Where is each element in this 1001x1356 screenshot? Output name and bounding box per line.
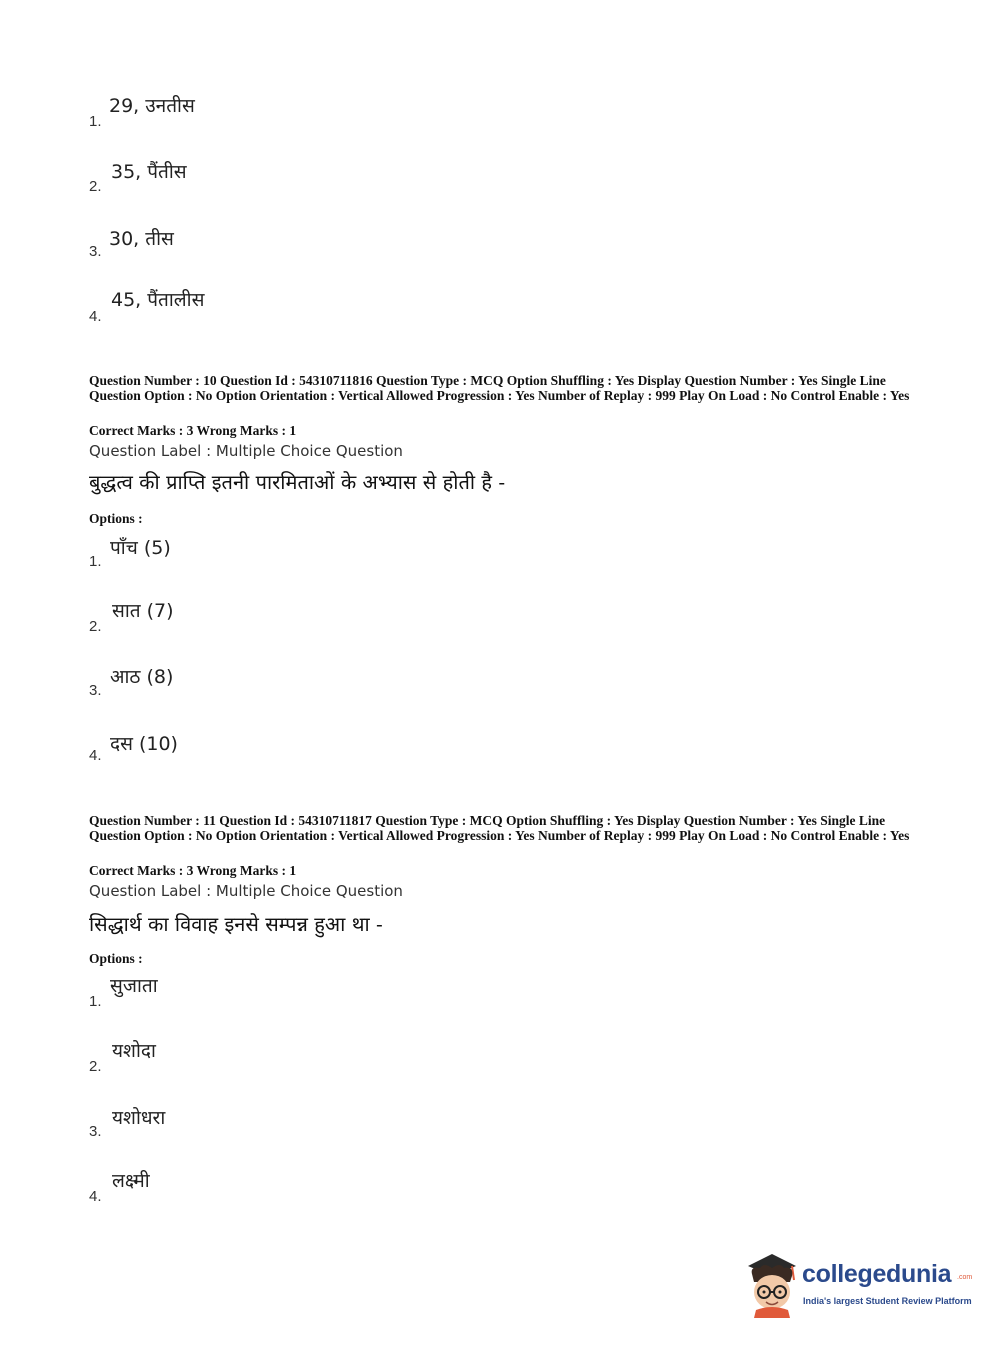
option-text: 35, पैंतीस bbox=[111, 161, 187, 183]
options-heading: Options : bbox=[89, 511, 143, 526]
option-text: सात (7) bbox=[112, 600, 174, 622]
option-number: 1. bbox=[89, 993, 102, 1010]
logo-name: collegedunia bbox=[802, 1260, 952, 1288]
question-text: बुद्धत्व की प्राप्ति इतनी पारमिताओं के अभ्यास से होती है - bbox=[89, 470, 506, 494]
question-meta: Question Number : 11 Question Id : 54310711817 Question Type : MCQ Option Shuffling : Yes Display Question Number : Yes Single Line Question Option : No Option Orientation : Vertical Allowed Progression : Yes Number of Replay : 999 Play On Load : No Control Enable : Yes bbox=[89, 813, 910, 843]
option-text: पाँच (5) bbox=[110, 537, 171, 559]
mascot-icon bbox=[742, 1252, 802, 1318]
option-text: 29, उनतीस bbox=[109, 95, 195, 117]
question-meta: Question Number : 10 Question Id : 54310711816 Question Type : MCQ Option Shuffling : Yes Display Question Number : Yes Single Line Question Option : No Option Orientation : Vertical Allowed Progression : Yes Number of Replay : 999 Play On Load : No Control Enable : Yes bbox=[89, 373, 910, 403]
option-text: यशोदा bbox=[112, 1040, 156, 1062]
logo-suffix: .com bbox=[957, 1274, 973, 1281]
option-number: 1. bbox=[89, 553, 102, 570]
option-number: 3. bbox=[89, 1123, 102, 1140]
option-text: 30, तीस bbox=[109, 228, 174, 250]
option-number: 4. bbox=[89, 1188, 102, 1205]
option-number: 4. bbox=[89, 308, 102, 325]
option-number: 2. bbox=[89, 1058, 102, 1075]
option-text: आठ (8) bbox=[110, 666, 174, 688]
option-number: 4. bbox=[89, 747, 102, 764]
option-text: 45, पैंतालीस bbox=[111, 289, 205, 311]
option-number: 2. bbox=[89, 178, 102, 195]
option-text: दस (10) bbox=[110, 733, 178, 755]
logo-tagline: India's largest Student Review Platform bbox=[803, 1296, 972, 1306]
question-marks: Correct Marks : 3 Wrong Marks : 1 bbox=[89, 423, 297, 438]
option-text: यशोधरा bbox=[112, 1107, 166, 1129]
question-label: Question Label : Multiple Choice Question bbox=[89, 442, 403, 460]
options-heading: Options : bbox=[89, 951, 143, 966]
question-label: Question Label : Multiple Choice Question bbox=[89, 882, 403, 900]
option-text: सुजाता bbox=[110, 975, 158, 997]
option-number: 1. bbox=[89, 113, 102, 130]
collegedunia-logo bbox=[742, 1252, 973, 1318]
option-text: लक्ष्मी bbox=[112, 1170, 150, 1192]
option-number: 3. bbox=[89, 682, 102, 699]
option-number: 3. bbox=[89, 243, 102, 260]
question-marks: Correct Marks : 3 Wrong Marks : 1 bbox=[89, 863, 297, 878]
option-number: 2. bbox=[89, 618, 102, 635]
question-text: सिद्धार्थ का विवाह इनसे सम्पन्न हुआ था - bbox=[89, 912, 383, 936]
